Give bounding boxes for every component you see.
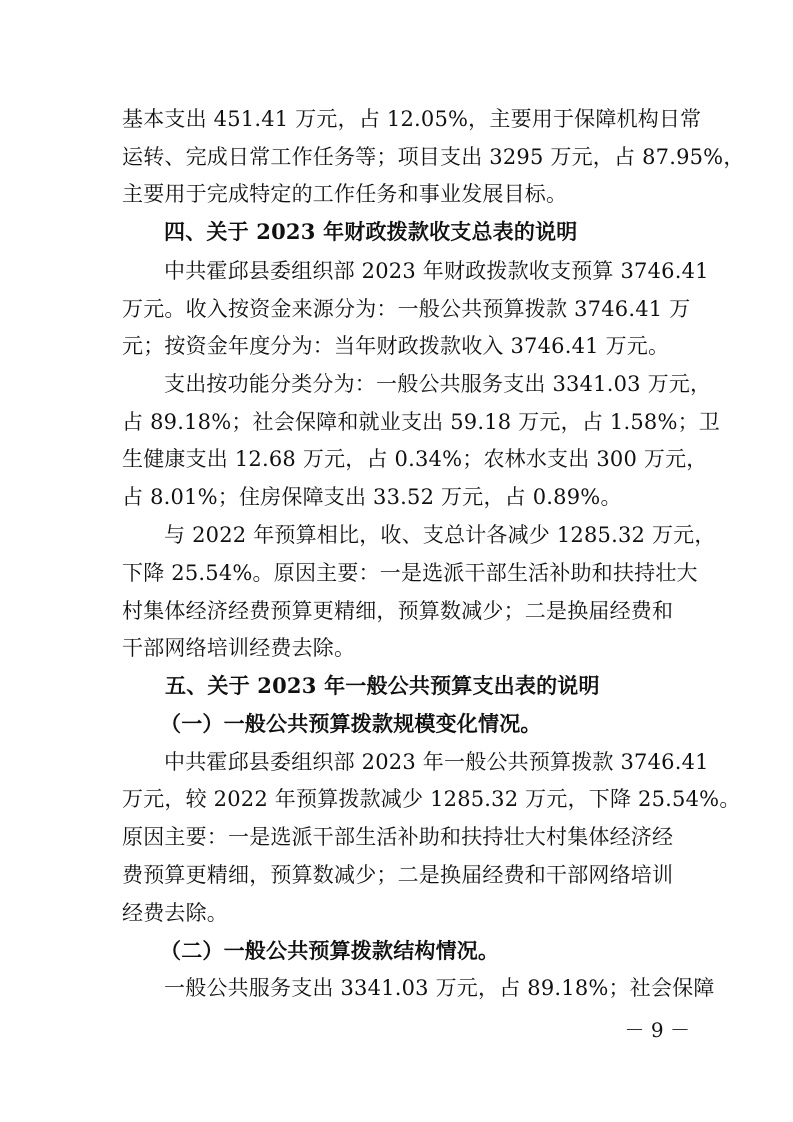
paragraph-line: 经费去除。 <box>122 901 228 925</box>
section-heading-five: 五、关于 2023 年一般公共预算支出表的说明 <box>165 673 600 698</box>
section-heading-four: 四、关于 2023 年财政拨款收支总表的说明 <box>164 219 578 244</box>
paragraph-line: 主要用于完成特定的工作任务和事业发展目标。 <box>122 182 568 206</box>
paragraph-line: 占 8.01%；住房保障支出 33.52 万元，占 0.89%。 <box>122 485 622 509</box>
paragraph-line: 一般公共服务支出 3341.03 万元，占 89.18%；社会保障 <box>164 976 715 1000</box>
paragraph-line: 占 89.18%；社会保障和就业支出 59.18 万元，占 1.58%；卫 <box>122 410 721 434</box>
paragraph-line: 基本支出 451.41 万元，占 12.05%，主要用于保障机构日常 <box>122 107 702 131</box>
paragraph-line: 万元，较 2022 年预算拨款减少 1285.32 万元，下降 25.54%。 <box>122 787 741 811</box>
paragraph-line: 中共霍邱县委组织部 2023 年一般公共预算拨款 3746.41 <box>164 750 709 774</box>
subsection-heading-one: （一）一般公共预算拨款规模变化情况。 <box>160 711 542 736</box>
subsection-heading-two: （二）一般公共预算拨款结构情况。 <box>160 938 500 963</box>
paragraph-line: 万元。收入按资金来源分为：一般公共预算拨款 3746.41 万 <box>122 297 691 321</box>
paragraph-line: 生健康支出 12.68 万元，占 0.34%；农林水支出 300 万元， <box>122 447 708 471</box>
paragraph-line: 与 2022 年预算相比，收、支总计各减少 1285.32 万元， <box>164 523 716 547</box>
paragraph-line: 村集体经济经费预算更精细，预算数减少；二是换届经费和 <box>122 599 674 623</box>
paragraph-line: 中共霍邱县委组织部 2023 年财政拨款收支预算 3746.41 <box>164 259 709 283</box>
page-number: － 9 － <box>624 1018 690 1042</box>
paragraph-line: 下降 25.54%。原因主要：一是选派干部生活补助和扶持壮大 <box>122 561 698 585</box>
paragraph-line: 原因主要：一是选派干部生活补助和扶持壮大村集体经济经 <box>122 825 674 849</box>
paragraph-line: 干部网络培训经费去除。 <box>122 636 356 660</box>
paragraph-line: 元；按资金年度分为：当年财政拨款收入 3746.41 万元。 <box>122 334 670 358</box>
paragraph-line: 运转、完成日常工作任务等；项目支出 3295 万元，占 87.95%， <box>122 145 745 169</box>
paragraph-line: 支出按功能分类分为：一般公共服务支出 3341.03 万元， <box>164 372 712 396</box>
paragraph-line: 费预算更精细，预算数减少；二是换届经费和干部网络培训 <box>122 863 674 887</box>
